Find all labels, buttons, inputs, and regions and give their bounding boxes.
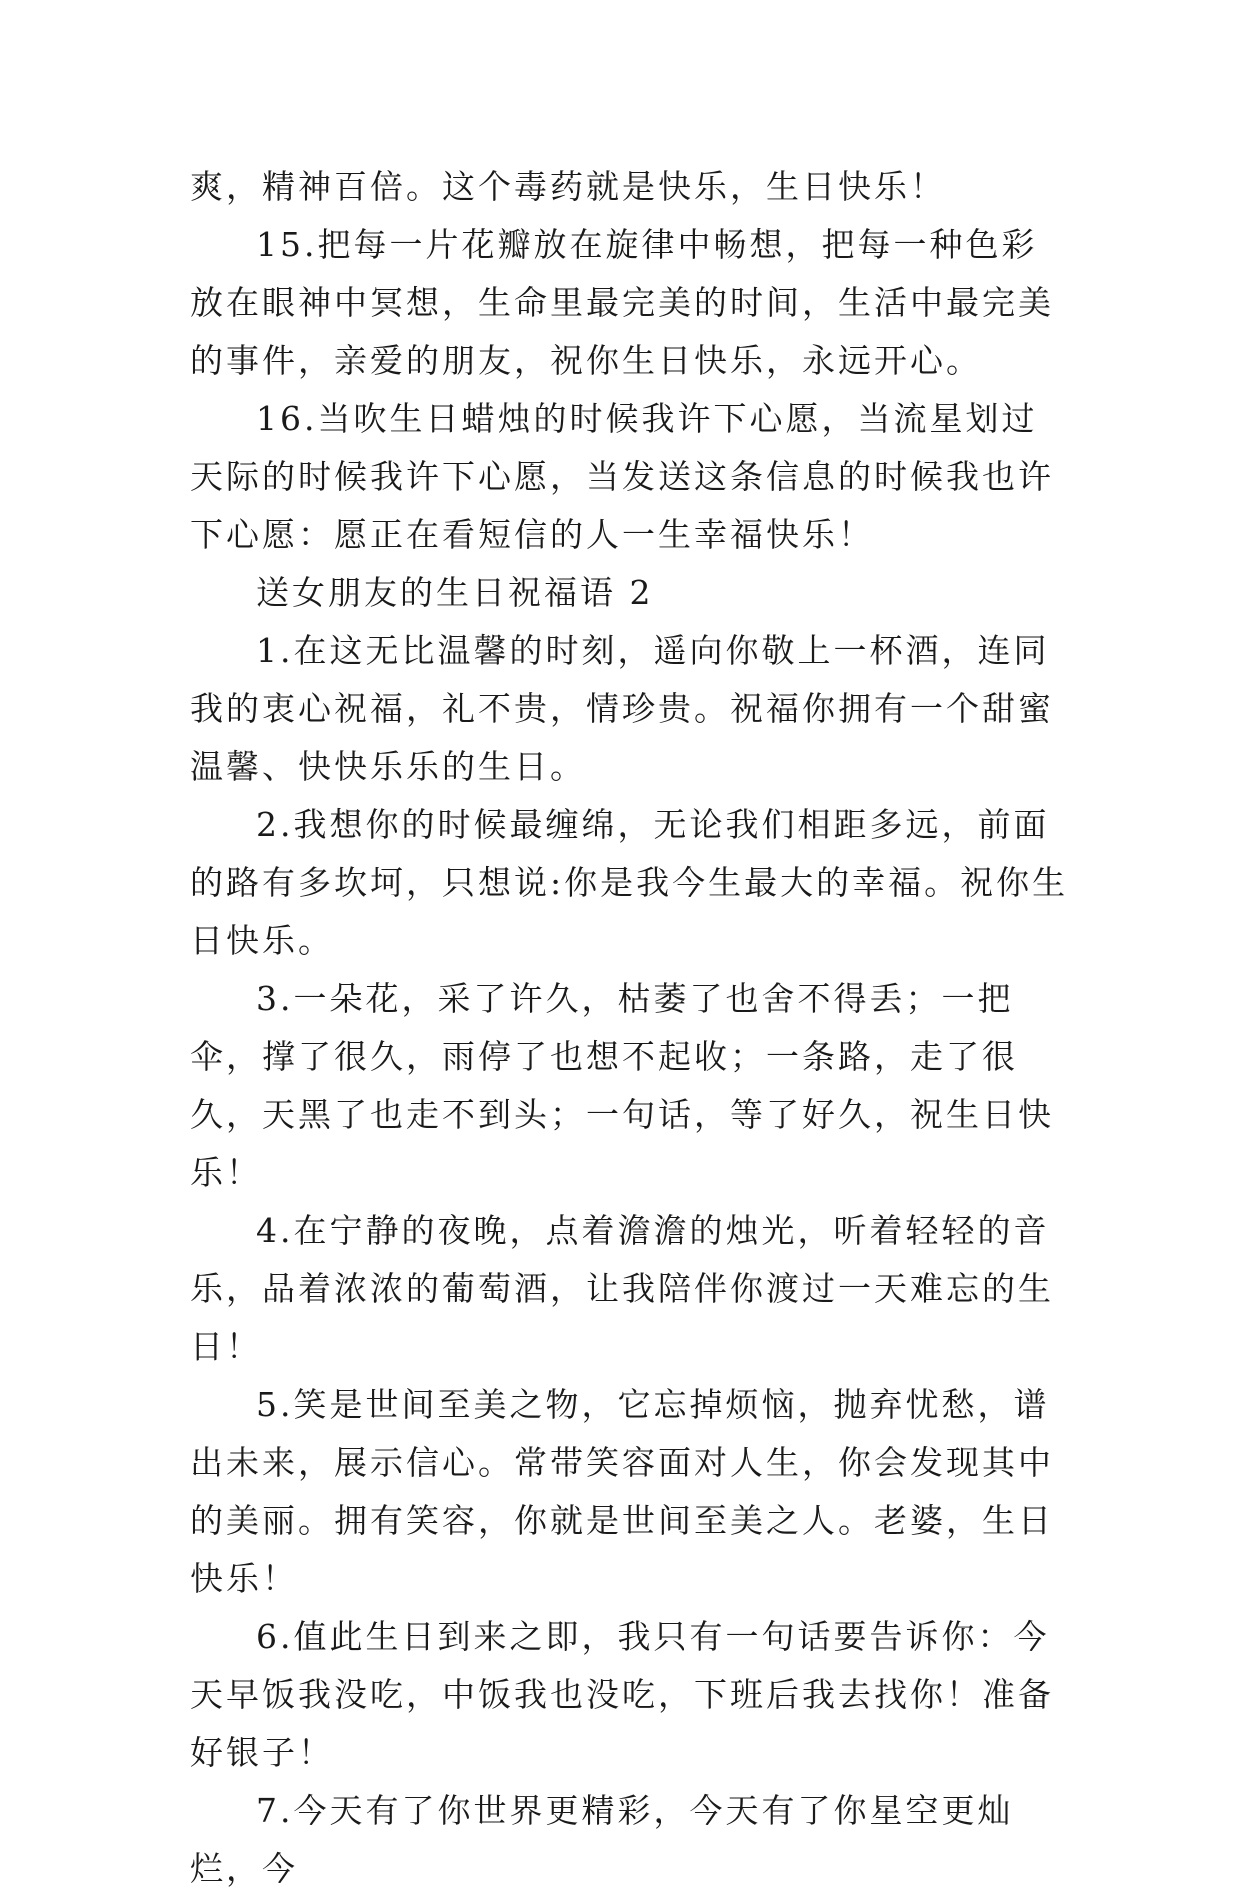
paragraph-item-5: 5.笑是世间至美之物，它忘掉烦恼，抛弃忧愁，谱出未来，展示信心。常带笑容面对人生，你会发现其中的美丽。拥有笑容，你就是世间至美之人。老婆，生日快乐！: [190, 1385, 1054, 1598]
paragraph-item-6: 6.值此生日到来之即，我只有一句话要告诉你：今天早饭我没吃，中饭我也没吃，下班后我去找你！准备好银子！: [190, 1617, 1054, 1772]
paragraph-item-4: 4.在宁静的夜晚，点着澹澹的烛光，听着轻轻的音乐，品着浓浓的葡萄酒，让我陪伴你渡过一天难忘的生日！: [190, 1211, 1054, 1366]
paragraph-item-2: 2.我想你的时候最缠绵，无论我们相距多远，前面的路有多坎坷，只想说:你是我今生最大的幸福。祝你生日快乐。: [190, 805, 1069, 960]
paragraph-item-15: 15.把每一片花瓣放在旋律中畅想，把每一种色彩放在眼神中冥想，生命里最完美的时间，生活中最完美的事件，亲爱的朋友，祝你生日快乐，永远开心。: [190, 225, 1054, 380]
paragraph-item-1: 1.在这无比温馨的时刻，遥向你敬上一杯酒，连同我的衷心祝福，礼不贵，情珍贵。祝福你拥有一个甜蜜温馨、快快乐乐的生日。: [190, 631, 1054, 786]
paragraph-item-16: 16.当吹生日蜡烛的时候我许下心愿，当流星划过天际的时候我许下心愿，当发送这条信息的时候我也许下心愿：愿正在看短信的人一生幸福快乐！: [190, 399, 1054, 554]
paragraph-continuation: 爽，精神百倍。这个毒药就是快乐，生日快乐！: [190, 167, 946, 206]
paragraph-item-3: 3.一朵花，采了许久，枯萎了也舍不得丢；一把伞，撑了很久，雨停了也想不起收；一条路，走了很久，天黑了也走不到头；一句话，等了好久，祝生日快乐！: [190, 979, 1054, 1192]
section-heading: 送女朋友的生日祝福语 2: [256, 573, 654, 612]
document-body: [190, 158, 1070, 1898]
paragraph-item-7: 7.今天有了你世界更精彩，今天有了你星空更灿烂，今: [190, 1791, 1014, 1888]
